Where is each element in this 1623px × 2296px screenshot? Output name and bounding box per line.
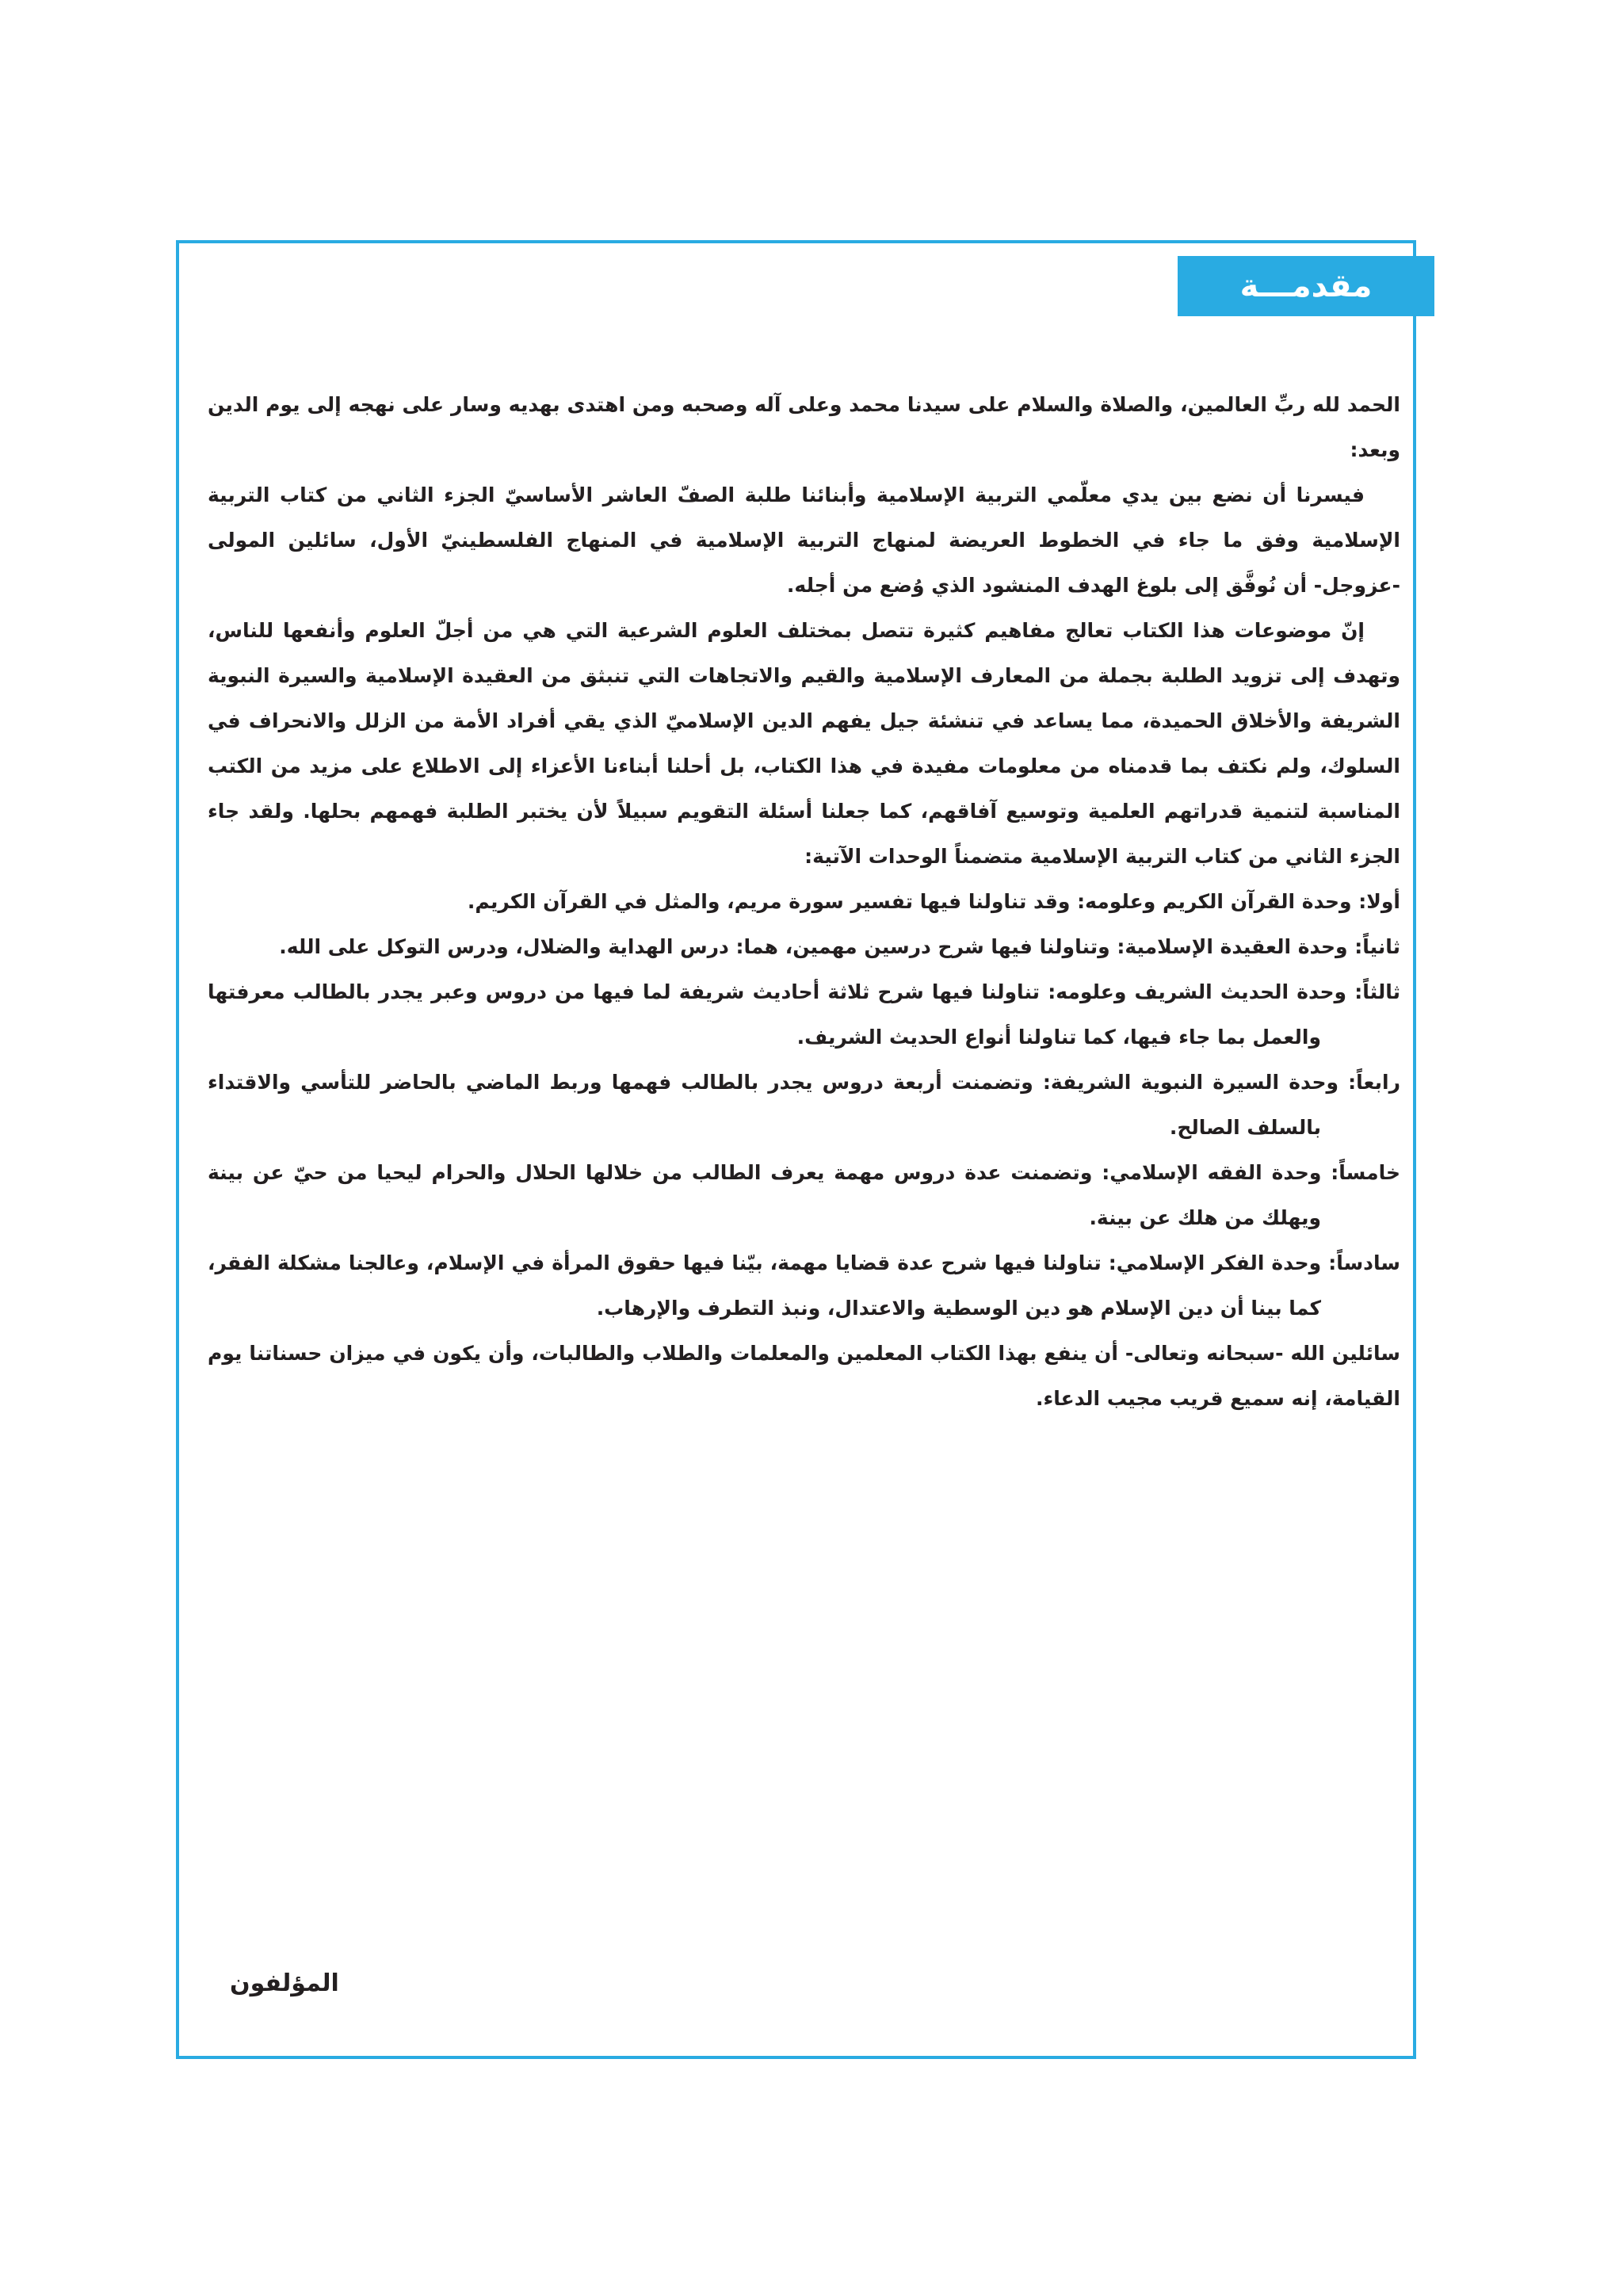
topics-paragraph: إنّ موضوعات هذا الكتاب تعالج مفاهيم كثيرة تتصل بمختلف العلوم الشرعية التي هي من أجلّ العلوم وأنفعها للناس، وتهدف إلى تزويد الطلبة بجملة من المعارف الإسلامية والقيم والاتجاهات التي تنبثق من العقيدة الإسلامية والسيرة النبوية الشريفة والأخلاق الحميدة، مما يساعد في تنشئة جيل يفهم الدين الإسلاميّ الذي يقي أفراد الأمة من الزلل والانحراف في السلوك، ولم نكتف بما قدمناه من معلومات مفيدة في هذا الكتاب، بل أحلنا أبناءنا الأعزاء إلى الاطلاع على مزيد من الكتب المناسبة لتنمية قدراتهم العلمية وتوسيع آفاقهم، كما جعلنا أسئلة التقويم سبيلاً لأن يختبر الطلبة فهمهم بحلها. ولقد جاء الجزء الثاني من كتاب التربية الإسلامية متضمناً الوحدات الآتية: <box>208 619 1400 868</box>
unit-item: خامساً: وحدة الفقه الإسلامي: وتضمنت عدة دروس مهمة يعرف الطالب من خلالها الحلال والحرام ليحيا من حيّ عن بينة ويهلك من هلك عن بينة. <box>208 1161 1400 1229</box>
authors-signature: المؤلفون <box>230 1969 339 1997</box>
unit-item: رابعاً: وحدة السيرة النبوية الشريفة: وتضمنت أربعة دروس يجدر بالطالب فهمها وربط الماضي بالحاضر للتأسي والاقتداء بالسلف الصالح. <box>208 1071 1400 1139</box>
introduction-body <box>208 382 1400 1421</box>
opening-paragraph: الحمد لله ربِّ العالمين، والصلاة والسلام على سيدنا محمد وعلى آله وصحبه ومن اهتدى بهديه وسار على نهجه إلى يوم الدين وبعد: <box>208 393 1400 461</box>
unit-item: ثالثاً: وحدة الحديث الشريف وعلومه: تناولنا فيها شرح ثلاثة أحاديث شريفة لما فيها من دروس وعبر يجدر بالطالب معرفتها والعمل بما جاء فيها، كما تناولنا أنواع الحديث الشريف. <box>208 980 1400 1049</box>
section-title: مقدمـــة <box>1178 256 1434 316</box>
unit-item: ثانياً: وحدة العقيدة الإسلامية: وتناولنا فيها شرح درسين مهمين، هما: درس الهداية والضلال، ودرس التوكل على الله. <box>279 935 1400 958</box>
purpose-paragraph: فيسرنا أن نضع بين يدي معلّمي التربية الإسلامية وأبنائنا طلبة الصفّ العاشر الأساسيّ الجزء الثاني من كتاب التربية الإسلامية وفق ما جاء في الخطوط العريضة لمنهاج التربية الإسلامية في المنهاج الفلسطينيّ الأول، سائلين المولى -عزوجل- أن نُوفَّق إلى بلوغ الهدف المنشود الذي وُضع من أجله. <box>208 483 1400 597</box>
closing-paragraph: سائلين الله -سبحانه وتعالى- أن ينفع بهذا الكتاب المعلمين والمعلمات والطلاب والطالبات، وأن يكون في ميزان حسناتنا يوم القيامة، إنه سميع قريب مجيب الدعاء. <box>208 1342 1400 1410</box>
unit-item: سادساً: وحدة الفكر الإسلامي: تناولنا فيها شرح عدة قضايا مهمة، بيّنا فيها حقوق المرأة في الإسلام، وعالجنا مشكلة الفقر، كما بينا أن دين الإسلام هو دين الوسطية والاعتدال، ونبذ التطرف والإرهاب. <box>208 1251 1400 1320</box>
unit-item: أولا: وحدة القرآن الكريم وعلومه: وقد تناولنا فيها تفسير سورة مريم، والمثل في القرآن الكريم. <box>467 890 1400 913</box>
